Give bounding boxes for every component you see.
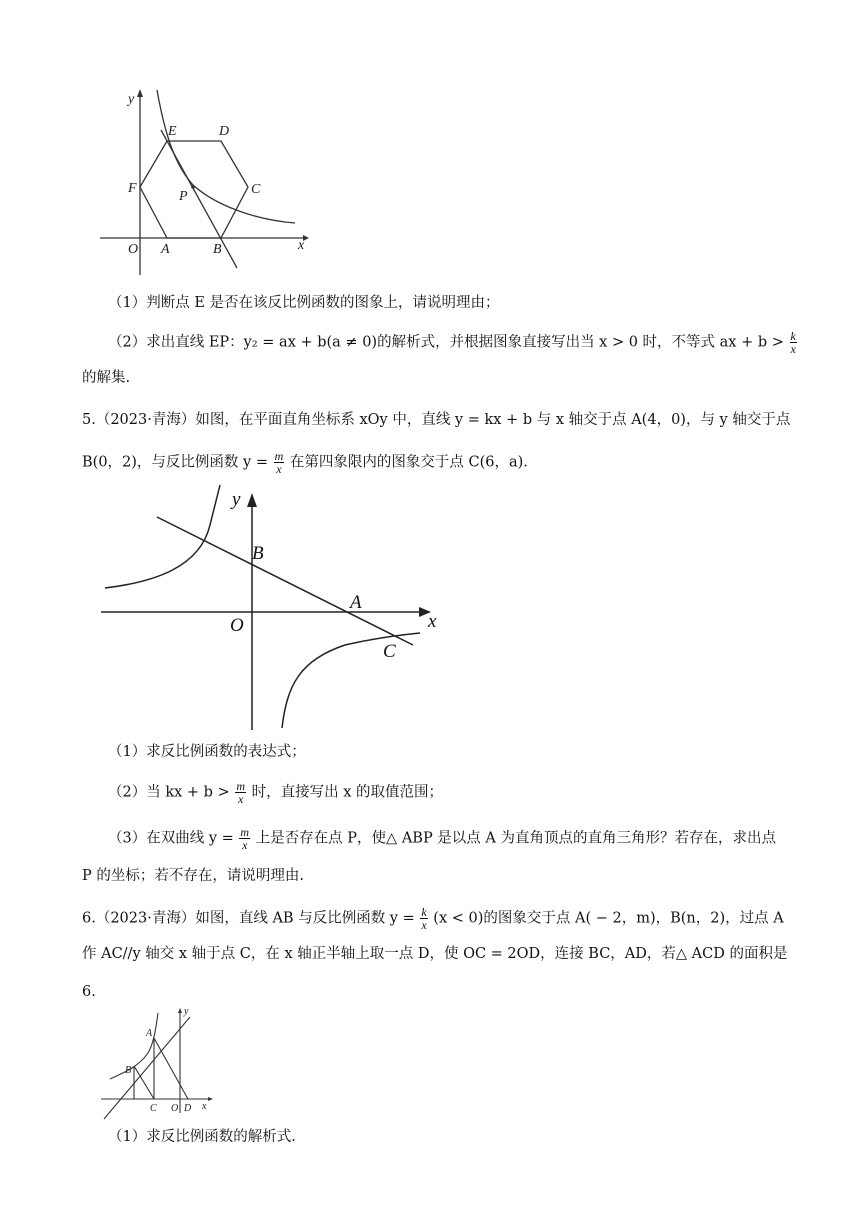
label-P: P: [179, 189, 188, 204]
label-A: A: [146, 1028, 153, 1039]
label-A: A: [350, 592, 362, 613]
label-B: B: [252, 543, 264, 564]
label-O: O: [128, 242, 139, 257]
q5-stem-text1: B(0，2)，与反比例函数 y =: [82, 454, 268, 471]
segment-AD: [154, 1038, 188, 1099]
q5-sub3-fraction: $\frac{m}{x}$: [240, 825, 250, 852]
hyperbola-branch-2nd: [105, 485, 220, 588]
line-EP: [161, 130, 237, 268]
q6-stem-fraction: $\frac{k}{x}$: [421, 905, 427, 932]
label-B: B: [125, 1065, 132, 1076]
q5-stem-line1: 5.（2023·青海）如图，在平面直角坐标系 xOy 中，直线 y = kx + b 与 x 轴交于点 A(4，0)，与 y 轴交于点: [82, 412, 791, 428]
q6-figure: [98, 1005, 223, 1120]
point-P: [191, 185, 195, 189]
q6-stem-text2: (x < 0)的图象交于点 A( − 2，m)，B(n，2)，过点 A: [433, 910, 784, 927]
q5-stem-text2: 在第四象限内的图象交于点 C(6，a).: [289, 454, 528, 471]
q6-stem-line2: 作 AC//y 轴交 x 轴于点 C，在 x 轴正半轴上取一点 D，使 OC = 2OD，连接 BC，AD，若△ ACD 的面积是: [82, 946, 788, 962]
q6-sub1: （1）求反比例函数的解析式.: [108, 1129, 296, 1145]
x-arrow: [208, 1097, 213, 1101]
q4-sub2-text: （2）求出直线 EP：y₂ = ax + b(a ≠ 0)的解析式，并根据图象直接写出当 x > 0 时，不等式 ax + b >: [108, 334, 784, 351]
q4-sub1: （1）判断点 E 是否在该反比例函数的图象上，请说明理由；: [108, 295, 500, 311]
label-B: B: [213, 242, 222, 257]
label-x: x: [428, 611, 437, 632]
label-O: O: [171, 1103, 179, 1114]
label-A: A: [161, 242, 170, 257]
q5-sub2-text1: （2）当 kx + b >: [108, 784, 230, 801]
label-O: O: [230, 615, 244, 636]
q5-sub1: （1）求反比例函数的表达式；: [108, 744, 306, 760]
q5-sub2-fraction: $\frac{m}{x}$: [236, 779, 245, 806]
label-x: x: [298, 238, 305, 253]
label-y: y: [232, 489, 241, 510]
y-arrow: [247, 493, 257, 507]
q5-figure: [95, 485, 450, 735]
label-E: E: [168, 124, 177, 139]
line-AB: [157, 517, 413, 645]
q4-figure: [95, 85, 315, 285]
q6-stem-text1: 6.（2023·青海）如图，直线 AB 与反比例函数 y =: [82, 910, 415, 927]
label-D: D: [219, 124, 230, 139]
q5-sub3-text1: （3）在双曲线 y =: [108, 830, 234, 847]
q5-stem-line2: [82, 450, 528, 475]
q5-sub3-text2: 上是否存在点 P，使△ ABP 是以点 A 为直角顶点的直角三角形？若存在，求出点: [255, 830, 776, 847]
label-D: D: [184, 1103, 192, 1114]
hyperbola: [157, 90, 295, 223]
q4-sub2-end: 的解集.: [82, 370, 131, 386]
label-x: x: [202, 1101, 207, 1112]
hyperbola-branch-4th: [282, 633, 420, 728]
label-y: y: [184, 1006, 189, 1017]
y-arrow: [137, 89, 143, 97]
label-C: C: [150, 1103, 157, 1114]
label-F: F: [128, 181, 137, 196]
q5-sub3: [108, 826, 776, 851]
q4-sub2-fraction: $\frac{k}{x}$: [790, 329, 796, 356]
label-y: y: [128, 92, 135, 107]
q4-sub2: [108, 330, 798, 355]
label-C: C: [383, 641, 396, 662]
q6-stem-line3: 6.: [82, 984, 96, 1000]
q5-sub2-text2: 时，直接写出 x 的取值范围；: [251, 784, 444, 801]
y-arrow: [178, 1008, 182, 1013]
q5-sub2: [108, 780, 443, 805]
label-C: C: [251, 182, 261, 197]
q5-stem-fraction: $\frac{m}{x}$: [274, 449, 284, 476]
q5-sub3-end: P 的坐标；若不存在，请说明理由.: [82, 868, 304, 884]
q6-stem-line1: [82, 906, 784, 931]
